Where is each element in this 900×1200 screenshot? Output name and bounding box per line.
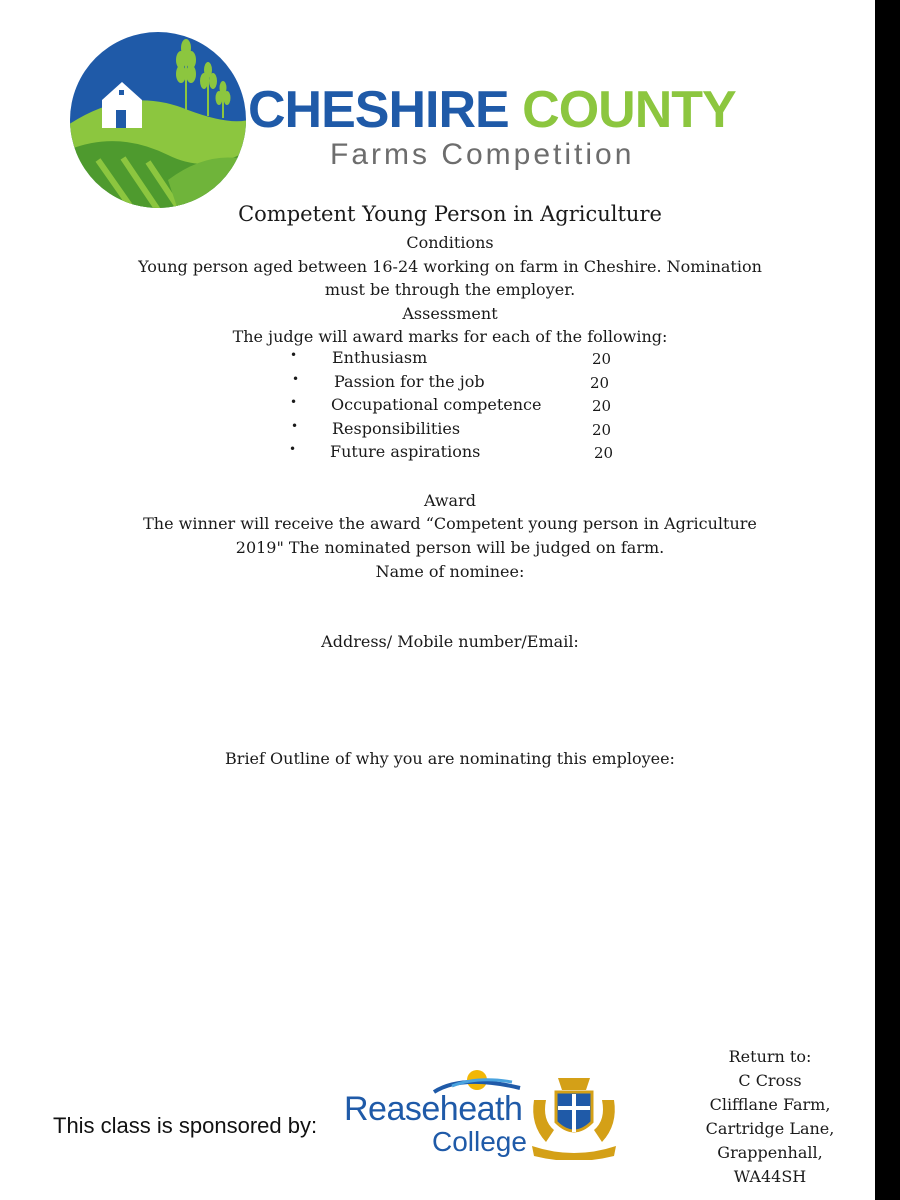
document-title: Competent Young Person in Agriculture (238, 202, 662, 226)
criteria-name: Enthusiasm (332, 348, 428, 367)
return-line: Cartridge Lane, (705, 1119, 835, 1138)
criteria-score: 20 (592, 397, 612, 415)
farm-logo-icon (68, 30, 248, 210)
criteria-score: 20 (592, 420, 612, 439)
brand-title (248, 81, 736, 139)
sponsor-text: This class is sponsored by: (53, 1113, 318, 1138)
bullet: • (289, 442, 297, 456)
brand-word-county: COUNTY (522, 81, 736, 139)
brand-word-cheshire: CHESHIRE (248, 81, 509, 139)
criteria-score: 20 (594, 444, 614, 462)
criteria-score: 20 (592, 350, 612, 368)
sponsor-name-line1: Reaseheath (344, 1090, 523, 1128)
coat-of-arms-icon (528, 1070, 620, 1160)
assessment-intro: The judge will award marks for each of the following: (232, 327, 668, 346)
outline-label: Brief Outline of why you are nominating this employee: (225, 749, 675, 768)
return-line: Grappenhall, (717, 1143, 823, 1162)
bullet: • (290, 395, 298, 409)
return-address (680, 1045, 860, 1189)
criteria-item (0, 395, 875, 419)
criteria-item (0, 372, 875, 396)
conditions-line-2: must be through the employer. (324, 280, 576, 299)
conditions-line-1: Young person aged between 16-24 working on farm in Cheshire. Nomination (138, 257, 762, 276)
assessment-heading: Assessment (402, 304, 498, 323)
return-line: C Cross (738, 1071, 802, 1090)
bullet: • (292, 371, 300, 386)
criteria-name: Responsibilities (332, 418, 461, 438)
sponsor-name-line2: College (432, 1126, 527, 1157)
return-line: Return to: (728, 1047, 812, 1066)
address-label: Address/ Mobile number/Email: (321, 632, 579, 651)
return-line: WA44SH (733, 1167, 807, 1186)
award-line-1: The winner will receive the award “Competent young person in Agriculture (143, 514, 757, 533)
criteria-name: Passion for the job (334, 371, 485, 391)
conditions-heading: Conditions (406, 233, 494, 252)
criteria-score: 20 (590, 373, 610, 392)
criteria-list (0, 348, 875, 466)
brand-subtitle: Farms Competition (330, 138, 635, 171)
criteria-name: Future aspirations (330, 442, 481, 461)
bullet: • (290, 348, 298, 362)
criteria-item (0, 442, 875, 466)
criteria-name: Occupational competence (331, 395, 542, 414)
return-line: Clifflane Farm, (709, 1095, 831, 1114)
award-heading: Award (424, 491, 476, 510)
nominee-label: Name of nominee: (375, 562, 525, 581)
award-line-2: 2019" The nominated person will be judged on farm. (235, 538, 665, 557)
criteria-item (0, 348, 875, 372)
reaseheath-logo (344, 1068, 527, 1163)
page-edge-bar (875, 0, 900, 1200)
bullet: • (291, 418, 299, 433)
criteria-item (0, 419, 875, 443)
